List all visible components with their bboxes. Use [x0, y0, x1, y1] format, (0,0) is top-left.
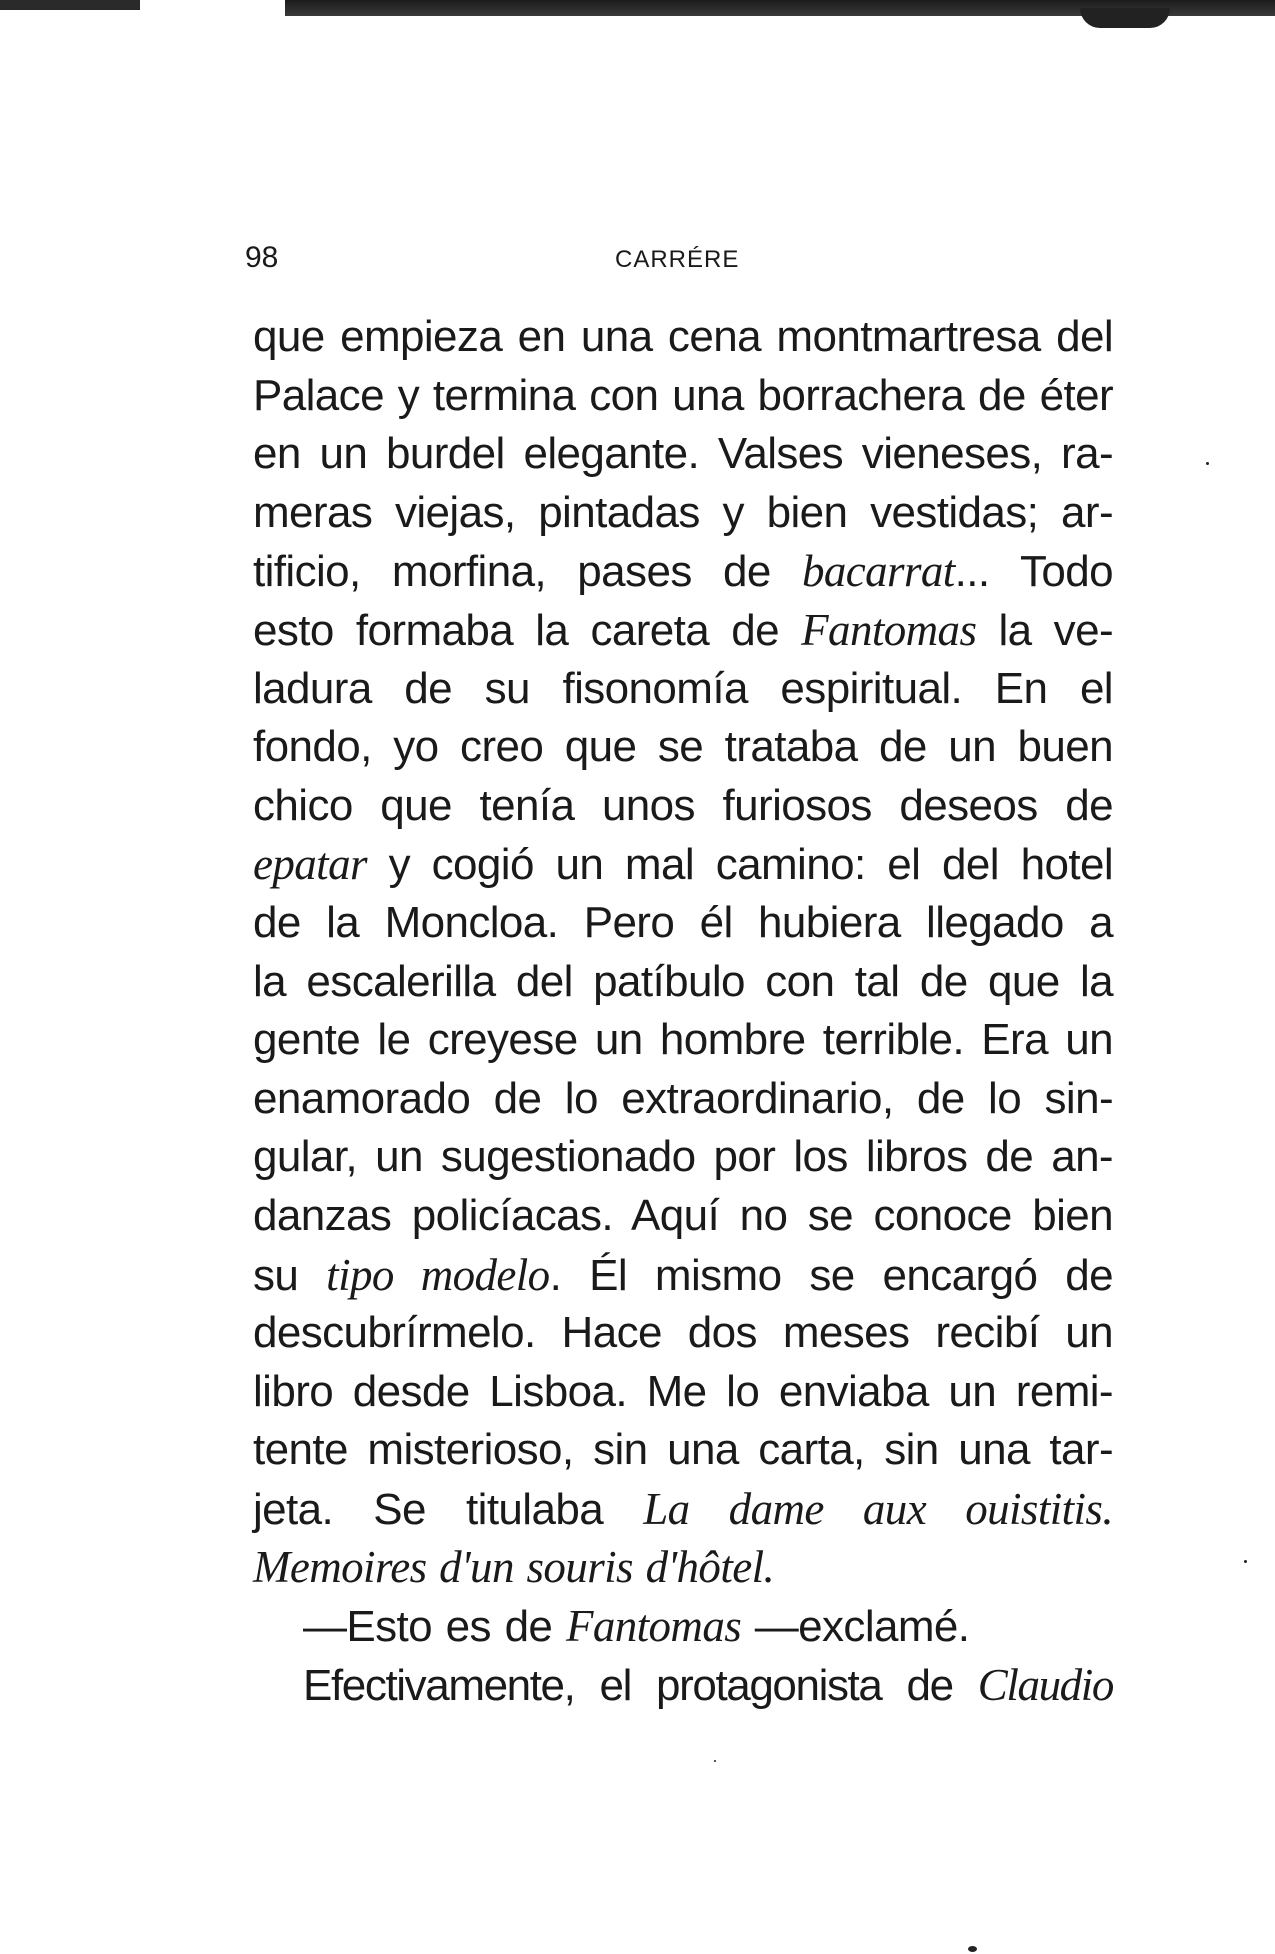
text-segment: tente misterioso, sin una carta, sin una tar- — [253, 1425, 1113, 1475]
italic-text: epatar — [253, 839, 367, 890]
running-title: CARRÉRE — [615, 246, 740, 273]
text-line — [253, 1656, 1113, 1715]
text-line — [253, 308, 1113, 367]
text-line — [253, 1246, 1113, 1305]
scan-speck — [714, 1760, 716, 1762]
scan-speck — [1244, 1560, 1247, 1563]
text-line — [253, 1363, 1113, 1422]
text-segment: . Él mismo se encargó de — [549, 1250, 1113, 1300]
scan-speck — [968, 1946, 977, 1952]
text-segment: libro desde Lisboa. Me lo enviaba un remi- — [253, 1366, 1113, 1416]
text-segment: fondo, yo creo que se trataba de un buen — [253, 722, 1113, 772]
italic-text: bacarrat — [801, 546, 955, 597]
italic-text: Claudio — [977, 1659, 1113, 1710]
text-segment: la ve- — [976, 605, 1114, 655]
text-line — [253, 367, 1113, 426]
text-line — [253, 1128, 1113, 1187]
text-line — [253, 1187, 1113, 1246]
text-segment: ladura de su fisonomía espiritual. En el — [253, 663, 1113, 713]
text-segment: jeta. Se titulaba — [253, 1484, 644, 1534]
text-line — [253, 1480, 1113, 1539]
text-segment: tificio, morfina, pases de — [253, 547, 802, 597]
text-segment: su — [253, 1250, 327, 1300]
text-line — [253, 425, 1113, 484]
text-segment: —Esto es de — [303, 1602, 566, 1652]
text-segment: que empieza en una cena montmartresa del — [253, 312, 1113, 361]
text-segment: Palace y termina con una borrachera de éter — [253, 370, 1113, 420]
text-segment: de la Moncloa. Pero él hubiera llegado a — [253, 897, 1113, 947]
text-segment: enamorado de lo extraordinario, de lo sin- — [253, 1073, 1113, 1123]
italic-text: tipo modelo — [326, 1249, 550, 1300]
text-line — [253, 835, 1113, 894]
text-line — [253, 953, 1113, 1012]
text-segment: en un burdel elegante. Valses vieneses, ra- — [253, 429, 1113, 479]
text-segment: chico que tenía unos furiosos deseos de — [253, 780, 1113, 830]
text-line — [253, 1304, 1113, 1363]
text-line — [253, 718, 1113, 777]
text-segment: gente le creyese un hombre terrible. Era un — [253, 1015, 1113, 1065]
text-segment: meras viejas, pintadas y bien vestidas; ar- — [253, 487, 1113, 537]
text-line — [253, 777, 1113, 836]
text-line — [253, 1421, 1113, 1480]
text-line — [253, 1070, 1113, 1129]
italic-text: Memoires d'un souris d'hôtel. — [253, 1542, 775, 1593]
body-text — [253, 308, 1113, 1714]
text-segment: descubrírmelo. Hace dos meses recibí un — [253, 1308, 1113, 1358]
text-segment: danzas policíacas. Aquí no se conoce bien — [253, 1190, 1113, 1240]
text-line — [253, 660, 1113, 719]
scan-edge-shadow — [0, 0, 1275, 28]
text-line — [253, 894, 1113, 953]
italic-text: La dame aux ouistitis. — [643, 1483, 1113, 1534]
running-head — [245, 238, 1115, 278]
text-line — [253, 1597, 1113, 1656]
text-line — [253, 542, 1113, 601]
text-segment: esto formaba la careta de — [253, 605, 802, 655]
text-segment: la escalerilla del patíbulo con tal de que la — [253, 956, 1113, 1006]
text-line — [253, 1538, 1113, 1597]
scan-speck — [1206, 462, 1209, 465]
page-number: 98 — [245, 241, 279, 274]
text-segment: ... Todo — [954, 547, 1113, 597]
text-segment: gular, un sugestionado por los libros de an- — [253, 1132, 1113, 1182]
text-segment: y cogió un mal camino: el del hotel — [366, 840, 1113, 890]
text-segment: —exclamé. — [741, 1602, 970, 1652]
text-line — [253, 484, 1113, 543]
text-segment: Efectivamente, el protagonista de — [303, 1660, 978, 1710]
text-line — [253, 1011, 1113, 1070]
scan-mark-left — [0, 0, 140, 10]
text-line — [253, 601, 1113, 660]
italic-text: Fantomas — [801, 604, 977, 655]
scan-blot — [1080, 8, 1170, 28]
italic-text: Fantomas — [565, 1601, 742, 1652]
